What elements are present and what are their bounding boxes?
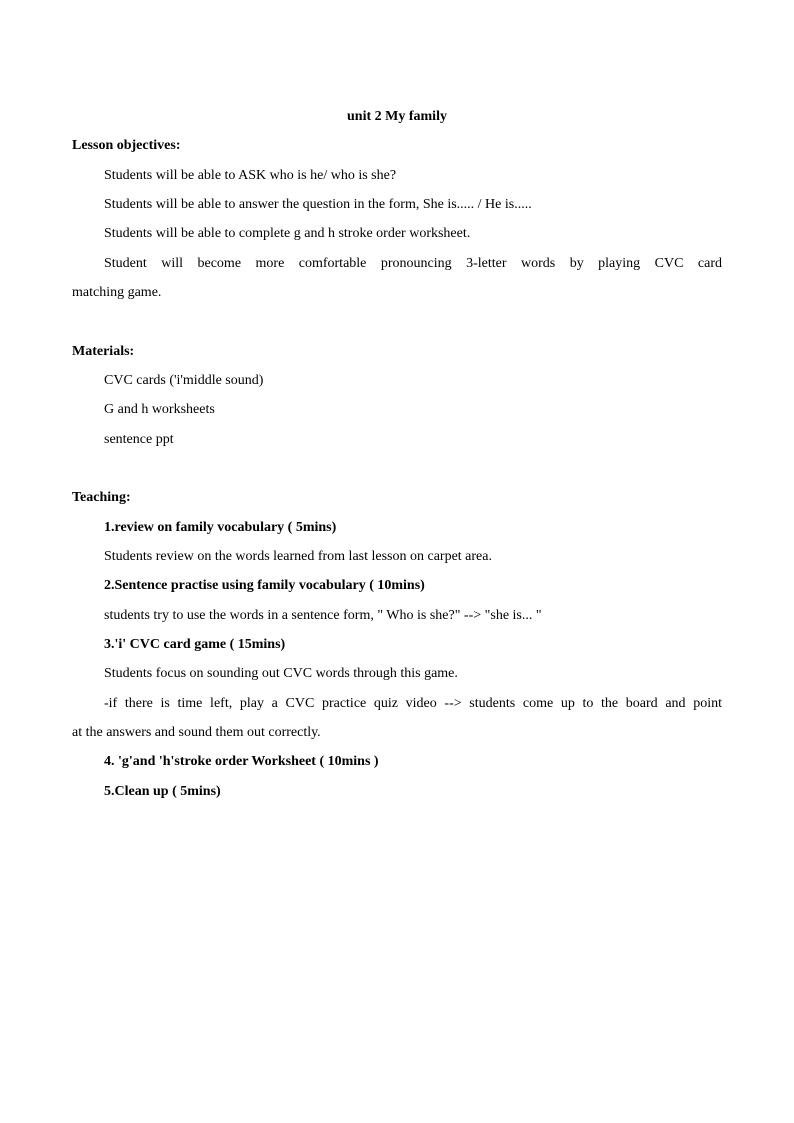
objective-item: Students will be able to complete g and h stroke order worksheet. [104,226,471,241]
step-heading: 1.review on family vocabulary ( 5mins) [104,520,337,535]
step-text-continuation: at the answers and sound them out correctly. [72,725,321,740]
objectives-heading: Lesson objectives: [72,138,181,153]
objective-item: Students will be able to answer the question in the form, She is..... / He is..... [104,197,532,212]
material-item: CVC cards ('i'middle sound) [104,373,264,388]
step-heading: 4. 'g'and 'h'stroke order Worksheet ( 10mins ) [104,754,379,769]
step-heading: 2.Sentence practise using family vocabulary ( 10mins) [104,578,425,593]
material-item: G and h worksheets [104,402,215,417]
step-text: students try to use the words in a sentence form, " Who is she?" --> "she is... " [104,608,542,623]
step-text: Students review on the words learned from last lesson on carpet area. [104,549,492,564]
step-text: -if there is time left, play a CVC practice quiz video --> students come up to the board and point [104,696,722,711]
page-title: unit 2 My family [347,109,447,124]
material-item: sentence ppt [104,432,174,447]
materials-heading: Materials: [72,344,135,359]
objective-item: Students will be able to ASK who is he/ who is she? [104,168,397,183]
step-heading: 3.'i' CVC card game ( 15mins) [104,637,286,652]
teaching-heading: Teaching: [72,490,131,505]
objective-item-continuation: matching game. [72,285,162,300]
step-text: Students focus on sounding out CVC words through this game. [104,666,458,681]
objective-item: Student will become more comfortable pronouncing 3-letter words by playing CVC card [104,256,722,271]
step-heading: 5.Clean up ( 5mins) [104,784,221,799]
